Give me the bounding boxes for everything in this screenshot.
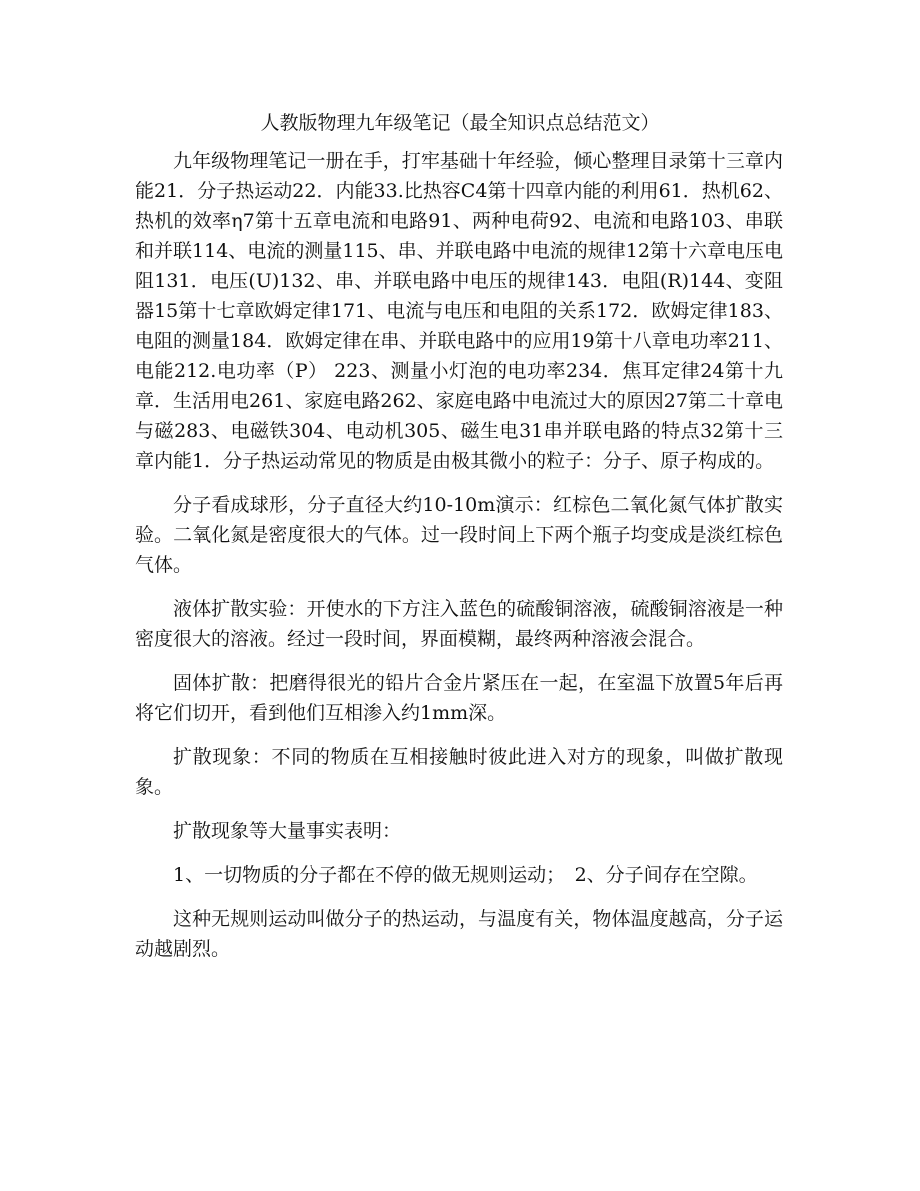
paragraph-solid-diffusion: 固体扩散：把磨得很光的铅片合金片紧压在一起，在室温下放置5年后再将它们切开，看到他们互相渗入约1mm深。 — [135, 672, 783, 724]
document-body — [135, 146, 783, 978]
paragraph-facts-intro: 扩散现象等大量事实表明： — [173, 820, 402, 842]
paragraph-liquid-diffusion: 液体扩散实验：开使水的下方注入蓝色的硫酸铜溶液，硫酸铜溶液是一种密度很大的溶液。经过一段时间，界面模糊，最终两种溶液会混合。 — [135, 598, 783, 650]
paragraph-thermal-motion: 这种无规则运动叫做分子的热运动，与温度有关，物体温度越高，分子运动越剧烈。 — [135, 908, 783, 960]
paragraph-facts-list: 1、一切物质的分子都在不停的做无规则运动； 2、分子间存在空隙。 — [173, 864, 758, 886]
document-title: 人教版物理九年级笔记（最全知识点总结范文） — [260, 112, 660, 134]
paragraph-toc: 九年级物理笔记一册在手，打牢基础十年经验，倾心整理目录第十三章内能21．分子热运动22．内能33.比热容C4第十四章内能的利用61．热机62、热机的效率η7第十五章电流和电路91、两种电荷92、电流和电路103、串联和并联114、电流的测量115、串、并联电路中电流的规律12第十六章电压电阻131．电压(U)132、串、并联电路中电压的规律143．电阻(R)144、变阻器15第十七章欧姆定律171、电流与电压和电阻的关系172．欧姆定律183、电阻的测量184．欧姆定律在串、并联电路中的应用19第十八章电功率211、电能212.电功率（P） 223、测量小灯泡的电功率234．焦耳定律24第十九章．生活用电261、家庭电路262、家庭电路中电流过大的原因27第二十章电与磁283、电磁铁304、电动机305、磁生电31串并联电路的特点32第十三章内能1．分子热运动常见的物质是由极其微小的粒子：分子、原子构成的。 — [135, 150, 783, 472]
paragraph-molecule-gas-diffusion: 分子看成球形，分子直径大约10-10m演示：红棕色二氧化氮气体扩散实验。二氧化氮是密度很大的气体。过一段时间上下两个瓶子均变成是淡红棕色气体。 — [135, 494, 783, 576]
paragraph-diffusion-definition: 扩散现象：不同的物质在互相接触时彼此进入对方的现象，叫做扩散现象。 — [135, 746, 783, 798]
